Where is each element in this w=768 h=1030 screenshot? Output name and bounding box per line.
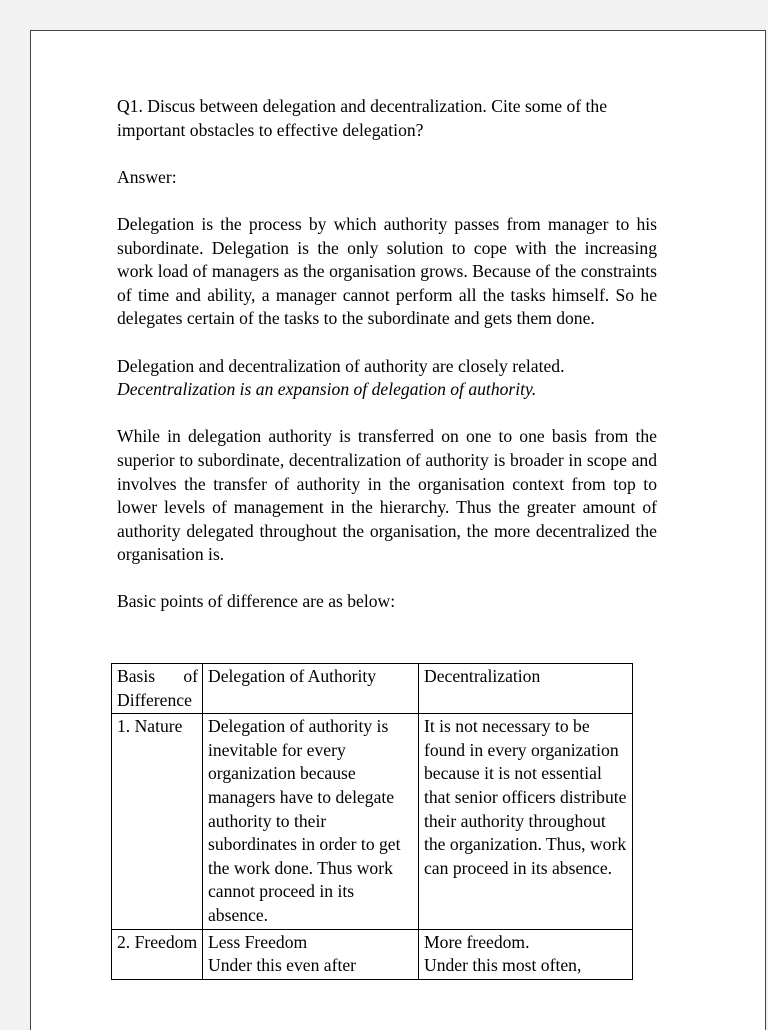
- paragraph-delegation-definition: Delegation is the process by which authority passes from manager to his subordinate. Delegation is the only solution to cope with the increasing work load of managers as the organisation grows. Because of the constraints of time and ability, a manager cannot perform all the tasks himself. So he delegates certain of the tasks to the subordinate and gets them done.: [117, 213, 657, 329]
- row-decentralization-line1: More freedom.: [424, 931, 530, 952]
- table-intro: Basic points of difference are as below:: [117, 591, 396, 612]
- row-decentralization-line2: Under this most often,: [424, 955, 582, 976]
- document-body: [117, 95, 657, 614]
- answer-label: Answer:: [117, 166, 177, 187]
- document-page: [30, 30, 766, 1030]
- table-header-row: [112, 664, 633, 714]
- row-delegation: [203, 929, 419, 979]
- row-basis: 1. Nature: [112, 714, 203, 929]
- header-basis-line1: Basis of: [117, 666, 198, 686]
- difference-table: [111, 663, 633, 980]
- header-delegation: Delegation of Authority: [203, 664, 419, 714]
- paragraph-comparison: While in delegation authority is transferred on one to one basis from the superior to subordinate, decentralization of authority is broader in scope and involves the transfer of authority in the organisation context from top to lower levels of management in the hierarchy. Thus the greater amount of authority delegated throughout the organisation, the more decentralized the organisation is.: [117, 426, 657, 565]
- paragraph-related-italic: Decentralization is an expansion of delegation of authority.: [117, 379, 537, 400]
- header-basis-line2: Difference: [117, 689, 192, 710]
- table-row: [112, 714, 633, 929]
- row-decentralization: [419, 929, 633, 979]
- question-text: Q1. Discus between delegation and decentralization. Cite some of the important obstacles to effective delegation?: [117, 96, 608, 140]
- row-delegation-line2: Under this even after: [208, 955, 357, 976]
- header-decentralization: Decentralization: [419, 664, 633, 714]
- row-delegation-line1: Less Freedom: [208, 931, 308, 952]
- paragraph-related-text: Delegation and decentralization of authority are closely related.: [117, 355, 565, 376]
- row-decentralization: It is not necessary to be found in every organization because it is not essential that senior officers distribute their authority throughout the organization. Thus, work can proceed in its absence.: [419, 714, 633, 929]
- row-delegation: Delegation of authority is inevitable for every organization because managers have to delegate authority to their subordinates in order to get the work done. Thus work cannot proceed in its absence.: [203, 714, 419, 929]
- table-row: [112, 929, 633, 979]
- header-basis: [112, 664, 203, 714]
- paragraph-related: [117, 355, 657, 402]
- row-basis: 2. Freedom: [112, 929, 203, 979]
